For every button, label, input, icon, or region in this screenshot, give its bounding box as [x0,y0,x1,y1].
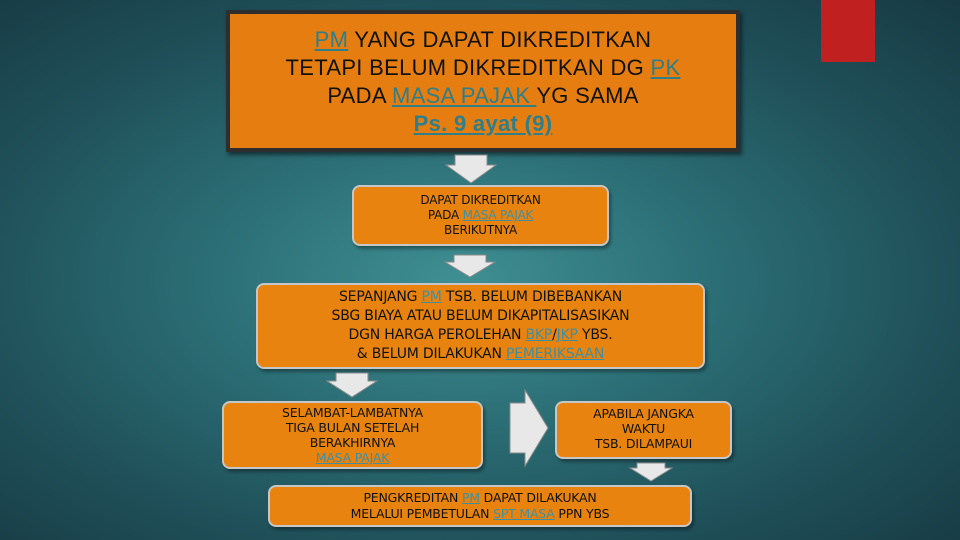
flow-box-condition [256,283,705,369]
node-text: TIGA BULAN SETELAH [285,420,420,435]
masa-pajak-link[interactable]: MASA PAJAK [462,208,534,222]
title-text: YANG DAPAT DIKREDITKAN [348,27,652,52]
node-line [354,208,607,223]
node-text: PADA [427,208,463,222]
node-line [224,450,481,465]
node-text: APABILA JANGKA [593,406,694,421]
node-text: BERAKHIRNYA [309,435,396,450]
node-text: SBG BIAYA ATAU BELUM DIKAPITALISASIKAN [331,308,630,324]
pm-link[interactable]: PM [461,490,480,505]
flow-box-exceeded [555,401,732,459]
masa-pajak-link[interactable]: MASA PAJAK [392,83,537,108]
node-line [258,345,703,364]
red-accent-tab [821,0,875,62]
pasal-link[interactable]: Ps. 9 ayat (9) [413,111,553,136]
pm-link[interactable]: PM [421,289,442,305]
node-line [270,506,690,522]
node-text: BERIKUTNYA [444,223,517,237]
node-text: PPN YBS [554,506,610,521]
pemeriksaan-link[interactable]: PEMERIKSAAN [505,346,605,362]
masa-pajak-link[interactable]: MASA PAJAK [315,450,390,465]
flow-box-correction [268,485,692,527]
right-arrow-icon [509,389,549,467]
down-arrow-icon [444,254,496,278]
jkp-link[interactable]: JKP [556,327,578,343]
node-line [270,490,690,506]
down-arrow-icon [326,372,378,398]
node-text: / [552,327,557,343]
node-text: DAPAT DIKREDITKAN [420,193,541,207]
node-text: YBS. [577,327,613,343]
title-text: YG SAMA [536,83,639,108]
node-text: WAKTU [621,421,666,436]
title-text: PADA [327,83,392,108]
title-box [226,10,740,152]
title-line-4 [230,110,736,138]
node-text: & BELUM DILAKUKAN [356,346,506,362]
title-line-3 [230,82,736,110]
node-text: PENGKREDITAN [363,490,462,505]
title-text: TETAPI BELUM DIKREDITKAN DG [285,55,651,80]
flow-box-next-period [352,185,609,246]
node-text: TSB. DILAMPAUI [594,436,693,451]
node-text: SEPANJANG [338,289,422,305]
pm-link[interactable]: PM [314,27,349,52]
title-line-2 [230,54,736,82]
node-text: SELAMBAT-LAMBATNYA [282,405,423,420]
bkp-link[interactable]: BKP [525,327,553,343]
node-text: DAPAT DILAKUKAN [479,490,597,505]
node-text: MELALUI PEMBETULAN [350,506,494,521]
flow-box-deadline [222,401,483,469]
spt-masa-link[interactable]: SPT MASA [493,506,555,521]
down-arrow-icon [445,154,497,184]
down-arrow-icon [629,462,673,482]
pk-link[interactable]: PK [650,55,681,80]
node-line [258,326,703,345]
node-text: DGN HARGA PEROLEHAN [348,327,526,343]
node-text: TSB. BELUM DIBEBANKAN [441,289,622,305]
node-line [258,288,703,307]
title-line-1 [230,26,736,54]
